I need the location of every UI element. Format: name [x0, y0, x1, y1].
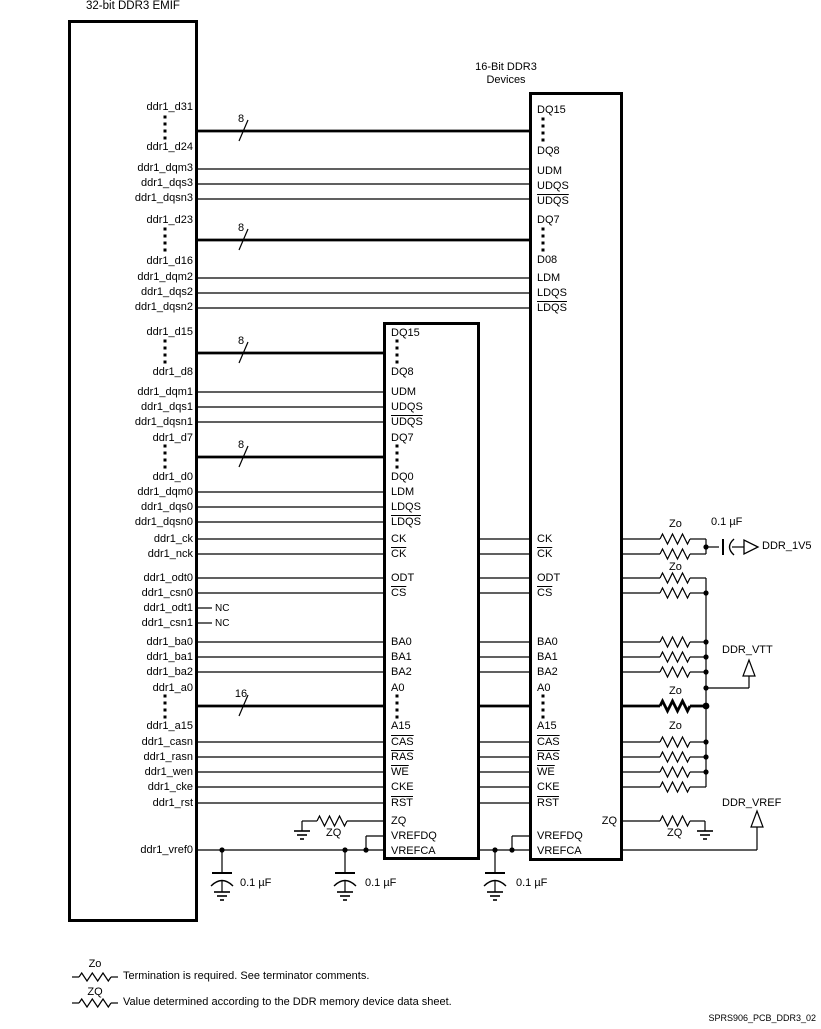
bus-width-label: 16: [234, 688, 248, 700]
emif-pin-label: ddr1_csn1: [141, 617, 193, 629]
device-a-pin-label: DQ0: [391, 471, 414, 483]
emif-pin-label: ddr1_dqs1: [141, 401, 193, 413]
junction-dot: [703, 754, 708, 759]
emif-pin-label: ddr1_ba2: [146, 666, 193, 678]
ddr-vtt-net-label: DDR_VTT: [722, 644, 773, 656]
device-a-pin-label: UDQS: [391, 416, 423, 428]
device-a-pin-label: $\overline{RAS}$: [391, 751, 414, 763]
device-b-pin-label: A15: [537, 720, 557, 732]
cap-value-label: 0.1 µF: [711, 516, 743, 528]
termination-resistor-zo: [660, 549, 690, 559]
device-a-pin-label: DQ7: [391, 432, 414, 444]
device-b-pin-label: UDQS: [537, 180, 569, 192]
ellipsis-dot: [396, 459, 399, 462]
device-b-pin-label: ODT: [537, 572, 561, 584]
emif-pin-label: ddr1_cke: [147, 781, 193, 793]
emif-pin-label: ddr1_dqs2: [141, 286, 193, 298]
zq-resistor: [660, 816, 690, 826]
device-a-pin-label: A0: [391, 682, 405, 694]
zq-label: ZQ: [667, 827, 683, 839]
ellipsis-dot: [542, 132, 545, 135]
emif-pin-label: ddr1_nck: [147, 548, 193, 560]
legend-zo-text: Termination is required. See terminator comments.: [123, 970, 370, 982]
termination-resistor-zo: [660, 782, 690, 792]
legend-zq-text: Value determined according to the DDR memory device data sheet.: [123, 996, 452, 1008]
termination-resistor-zo: [660, 737, 690, 747]
device-b-pin-label: CKE: [537, 781, 560, 793]
device-b-pin-label: $\overline{CS}$: [537, 587, 553, 599]
ellipsis-dot: [164, 340, 167, 343]
ellipsis-dot: [164, 354, 167, 357]
emif-pin-label: ddr1_dqsn1: [134, 416, 193, 428]
emif-pin-label: ddr1_wen: [144, 766, 193, 778]
emif-pin-label: ddr1_d7: [152, 432, 193, 444]
junction-dot: [703, 590, 708, 595]
termination-resistor-zo: [660, 573, 690, 583]
emif-pin-label: ddr1_a15: [146, 720, 193, 732]
device-b-pin-label: $\overline{RAS}$: [537, 751, 560, 763]
device-a-pin-label: BA1: [391, 651, 412, 663]
zo-label: Zo: [669, 518, 682, 530]
ellipsis-dot: [164, 709, 167, 712]
emif-pin-label: ddr1_csn0: [141, 587, 193, 599]
device-a-pin-label: DQ8: [391, 366, 414, 378]
device-a-pin-label: $\overline{CAS}$: [391, 736, 414, 748]
ellipsis-dot: [164, 702, 167, 705]
emif-pin-label: ddr1_ba0: [146, 636, 193, 648]
junction-dot: [703, 769, 708, 774]
device-b-pin-label: VREFCA: [537, 845, 582, 857]
bus-width-label: 8: [237, 335, 245, 347]
ddr-1v5-connector-symbol: [744, 540, 758, 554]
zq-resistor: [317, 816, 347, 826]
device-b-pin-label: BA2: [537, 666, 558, 678]
device-a-pin-label: $\overline{CK}$: [391, 548, 407, 560]
ellipsis-dot: [396, 702, 399, 705]
ellipsis-dot: [396, 452, 399, 455]
device-b-pin-label: LDQS: [537, 287, 567, 299]
emif-pin-label: ddr1_dqs0: [141, 501, 193, 513]
emif-pin-label: ddr1_casn: [141, 736, 193, 748]
emif-pin-label: ddr1_rst: [152, 797, 193, 809]
emif-pin-label: ddr1_dqm2: [137, 271, 193, 283]
zo-label: Zo: [669, 685, 682, 697]
device-a-pin-label: UDQS: [391, 401, 423, 413]
emif-pin-label: ddr1_d23: [146, 214, 193, 226]
ellipsis-dot: [542, 235, 545, 238]
device-a-pin-label: $\overline{CS}$: [391, 587, 407, 599]
emif-pin-label: ddr1_d8: [152, 366, 193, 378]
ellipsis-dot: [164, 466, 167, 469]
ellipsis-dot: [396, 354, 399, 357]
device-a-pin-label: DQ15: [391, 327, 420, 339]
device-b-pin-label: $\overline{RST}$: [537, 797, 559, 809]
zo-label: Zo: [669, 720, 682, 732]
device-a-pin-label: LDQS: [391, 501, 421, 513]
legend-zo-symbol-label: Zo: [88, 958, 102, 970]
cap-value-label: 0.1 µF: [365, 877, 397, 889]
device-a-pin-label: $\overline{RST}$: [391, 797, 413, 809]
device-b-pin-label: LDQS: [537, 302, 567, 314]
junction-dot: [703, 685, 708, 690]
bus-width-label: 8: [237, 439, 245, 451]
device-a-pin-label: A15: [391, 720, 411, 732]
ellipsis-dot: [542, 228, 545, 231]
termination-resistor-zo: [660, 652, 690, 662]
device-a-pin-label: UDM: [391, 386, 417, 398]
emif-title: 32-bit DDR3 EMIF: [86, 0, 180, 12]
device-a-pin-label: VREFCA: [391, 845, 436, 857]
device-b-pin-label: DQ8: [537, 145, 560, 157]
emif-pin-label: ddr1_d15: [146, 326, 193, 338]
device-b-pin-label: D08: [537, 254, 558, 266]
ellipsis-dot: [542, 702, 545, 705]
device-b-pin-label: $\overline{CAS}$: [537, 736, 560, 748]
emif-pin-label: ddr1_ck: [153, 533, 193, 545]
legend-zo-resistor-symbol: [79, 973, 111, 981]
emif-pin-label: ddr1_dqsn3: [134, 192, 193, 204]
emif-pin-label: ddr1_odt0: [143, 572, 193, 584]
termination-resistor-zo: [660, 752, 690, 762]
devices-title-line2: Devices: [486, 74, 526, 86]
junction-dot: [363, 847, 368, 852]
junction-dot: [703, 739, 708, 744]
device-b-pin-label: $\overline{CK}$: [537, 548, 553, 560]
ellipsis-dot: [164, 347, 167, 350]
emif-pin-label: ddr1_d16: [146, 255, 193, 267]
device-b-pin-label: LDM: [537, 272, 561, 284]
device-b-pin-label: CK: [537, 533, 553, 545]
ellipsis-dot: [164, 452, 167, 455]
junction-dot: [509, 847, 514, 852]
figure-id: SPRS906_PCB_DDR3_02: [708, 1013, 816, 1023]
emif-pin-label: ddr1_dqsn0: [134, 516, 193, 528]
device-a-pin-label: BA0: [391, 636, 412, 648]
ellipsis-dot: [542, 242, 545, 245]
ddr-1v5-net-label: DDR_1V5: [762, 540, 812, 552]
ellipsis-dot: [164, 361, 167, 364]
nc-label: NC: [215, 618, 230, 629]
ddr-vtt-arrow: [743, 660, 755, 676]
device-a-pin-label: ODT: [391, 572, 415, 584]
termination-resistor-zo: [660, 637, 690, 647]
device-a-pin-label: CKE: [391, 781, 414, 793]
device-b-pin-label: ZQ: [601, 815, 617, 827]
device-b-pin-label: BA1: [537, 651, 558, 663]
ellipsis-dot: [396, 709, 399, 712]
cap-value-label: 0.1 µF: [516, 877, 548, 889]
device-b-pin-label: UDM: [537, 165, 563, 177]
termination-resistor-zo: [660, 767, 690, 777]
ellipsis-dot: [542, 249, 545, 252]
emif-pin-label: ddr1_rasn: [143, 751, 193, 763]
junction-dot: [703, 703, 710, 710]
device-b-pin-label: DQ15: [537, 104, 566, 116]
device-a-pin-label: VREFDQ: [391, 830, 437, 842]
emif-pin-label: ddr1_dqm0: [137, 486, 193, 498]
emif-pin-label: ddr1_d0: [152, 471, 193, 483]
termination-resistor-zo: [660, 667, 690, 677]
ellipsis-dot: [164, 249, 167, 252]
ellipsis-dot: [164, 116, 167, 119]
ellipsis-dot: [396, 347, 399, 350]
termination-resistor-zo: [660, 701, 690, 711]
legend-zq-symbol-label: ZQ: [87, 986, 103, 998]
ellipsis-dot: [164, 459, 167, 462]
emif-pin-label: ddr1_dqm1: [137, 386, 193, 398]
ellipsis-dot: [164, 242, 167, 245]
device-a-pin-label: CK: [391, 533, 407, 545]
device-a-pin-label: LDM: [391, 486, 415, 498]
emif-pin-label: ddr1_dqs3: [141, 177, 193, 189]
junction-dot: [703, 544, 708, 549]
legend-zq-resistor-symbol: [79, 999, 111, 1007]
bus-width-label: 8: [237, 113, 245, 125]
ellipsis-dot: [542, 709, 545, 712]
junction-dot: [703, 654, 708, 659]
junction-dot: [703, 669, 708, 674]
emif-pin-label: ddr1_d24: [146, 141, 193, 153]
ellipsis-dot: [542, 139, 545, 142]
device-a-pin-label: $\overline{WE}$: [391, 766, 409, 778]
emif-pin-label: ddr1_vref0: [140, 844, 193, 856]
emif-pin-label: ddr1_dqsn2: [134, 301, 193, 313]
device-b-pin-label: BA0: [537, 636, 558, 648]
device-b-pin-label: $\overline{WE}$: [537, 766, 555, 778]
emif-pin-label: ddr1_d31: [146, 101, 193, 113]
device-a-pin-label: BA2: [391, 666, 412, 678]
ellipsis-dot: [164, 130, 167, 133]
ddr-vref-net-label: DDR_VREF: [722, 797, 782, 809]
emif-pin-label: ddr1_odt1: [143, 602, 193, 614]
nc-label: NC: [215, 603, 230, 614]
ellipsis-dot: [164, 235, 167, 238]
cap-value-label: 0.1 µF: [240, 877, 272, 889]
device-b-pin-label: UDQS: [537, 195, 569, 207]
ellipsis-dot: [542, 125, 545, 128]
ellipsis-dot: [164, 123, 167, 126]
device-b-pin-label: DQ7: [537, 214, 560, 226]
ellipsis-dot: [396, 361, 399, 364]
ellipsis-dot: [164, 228, 167, 231]
ddr-vref-arrow: [751, 811, 763, 827]
zq-label: ZQ: [326, 827, 342, 839]
device-a-pin-label: LDQS: [391, 516, 421, 528]
termination-resistor-zo: [660, 534, 690, 544]
devices-title-line1: 16-Bit DDR3: [475, 61, 537, 73]
device-a-pin-label: ZQ: [391, 815, 407, 827]
device-b-pin-label: A0: [537, 682, 551, 694]
emif-pin-label: ddr1_dqm3: [137, 162, 193, 174]
emif-pin-label: ddr1_ba1: [146, 651, 193, 663]
device-b-pin-label: VREFDQ: [537, 830, 583, 842]
ellipsis-dot: [396, 466, 399, 469]
ellipsis-dot: [542, 118, 545, 121]
bus-width-label: 8: [237, 222, 245, 234]
termination-resistor-zo: [660, 588, 690, 598]
zo-label: Zo: [669, 561, 682, 573]
junction-dot: [703, 639, 708, 644]
emif-pin-label: ddr1_a0: [152, 682, 193, 694]
